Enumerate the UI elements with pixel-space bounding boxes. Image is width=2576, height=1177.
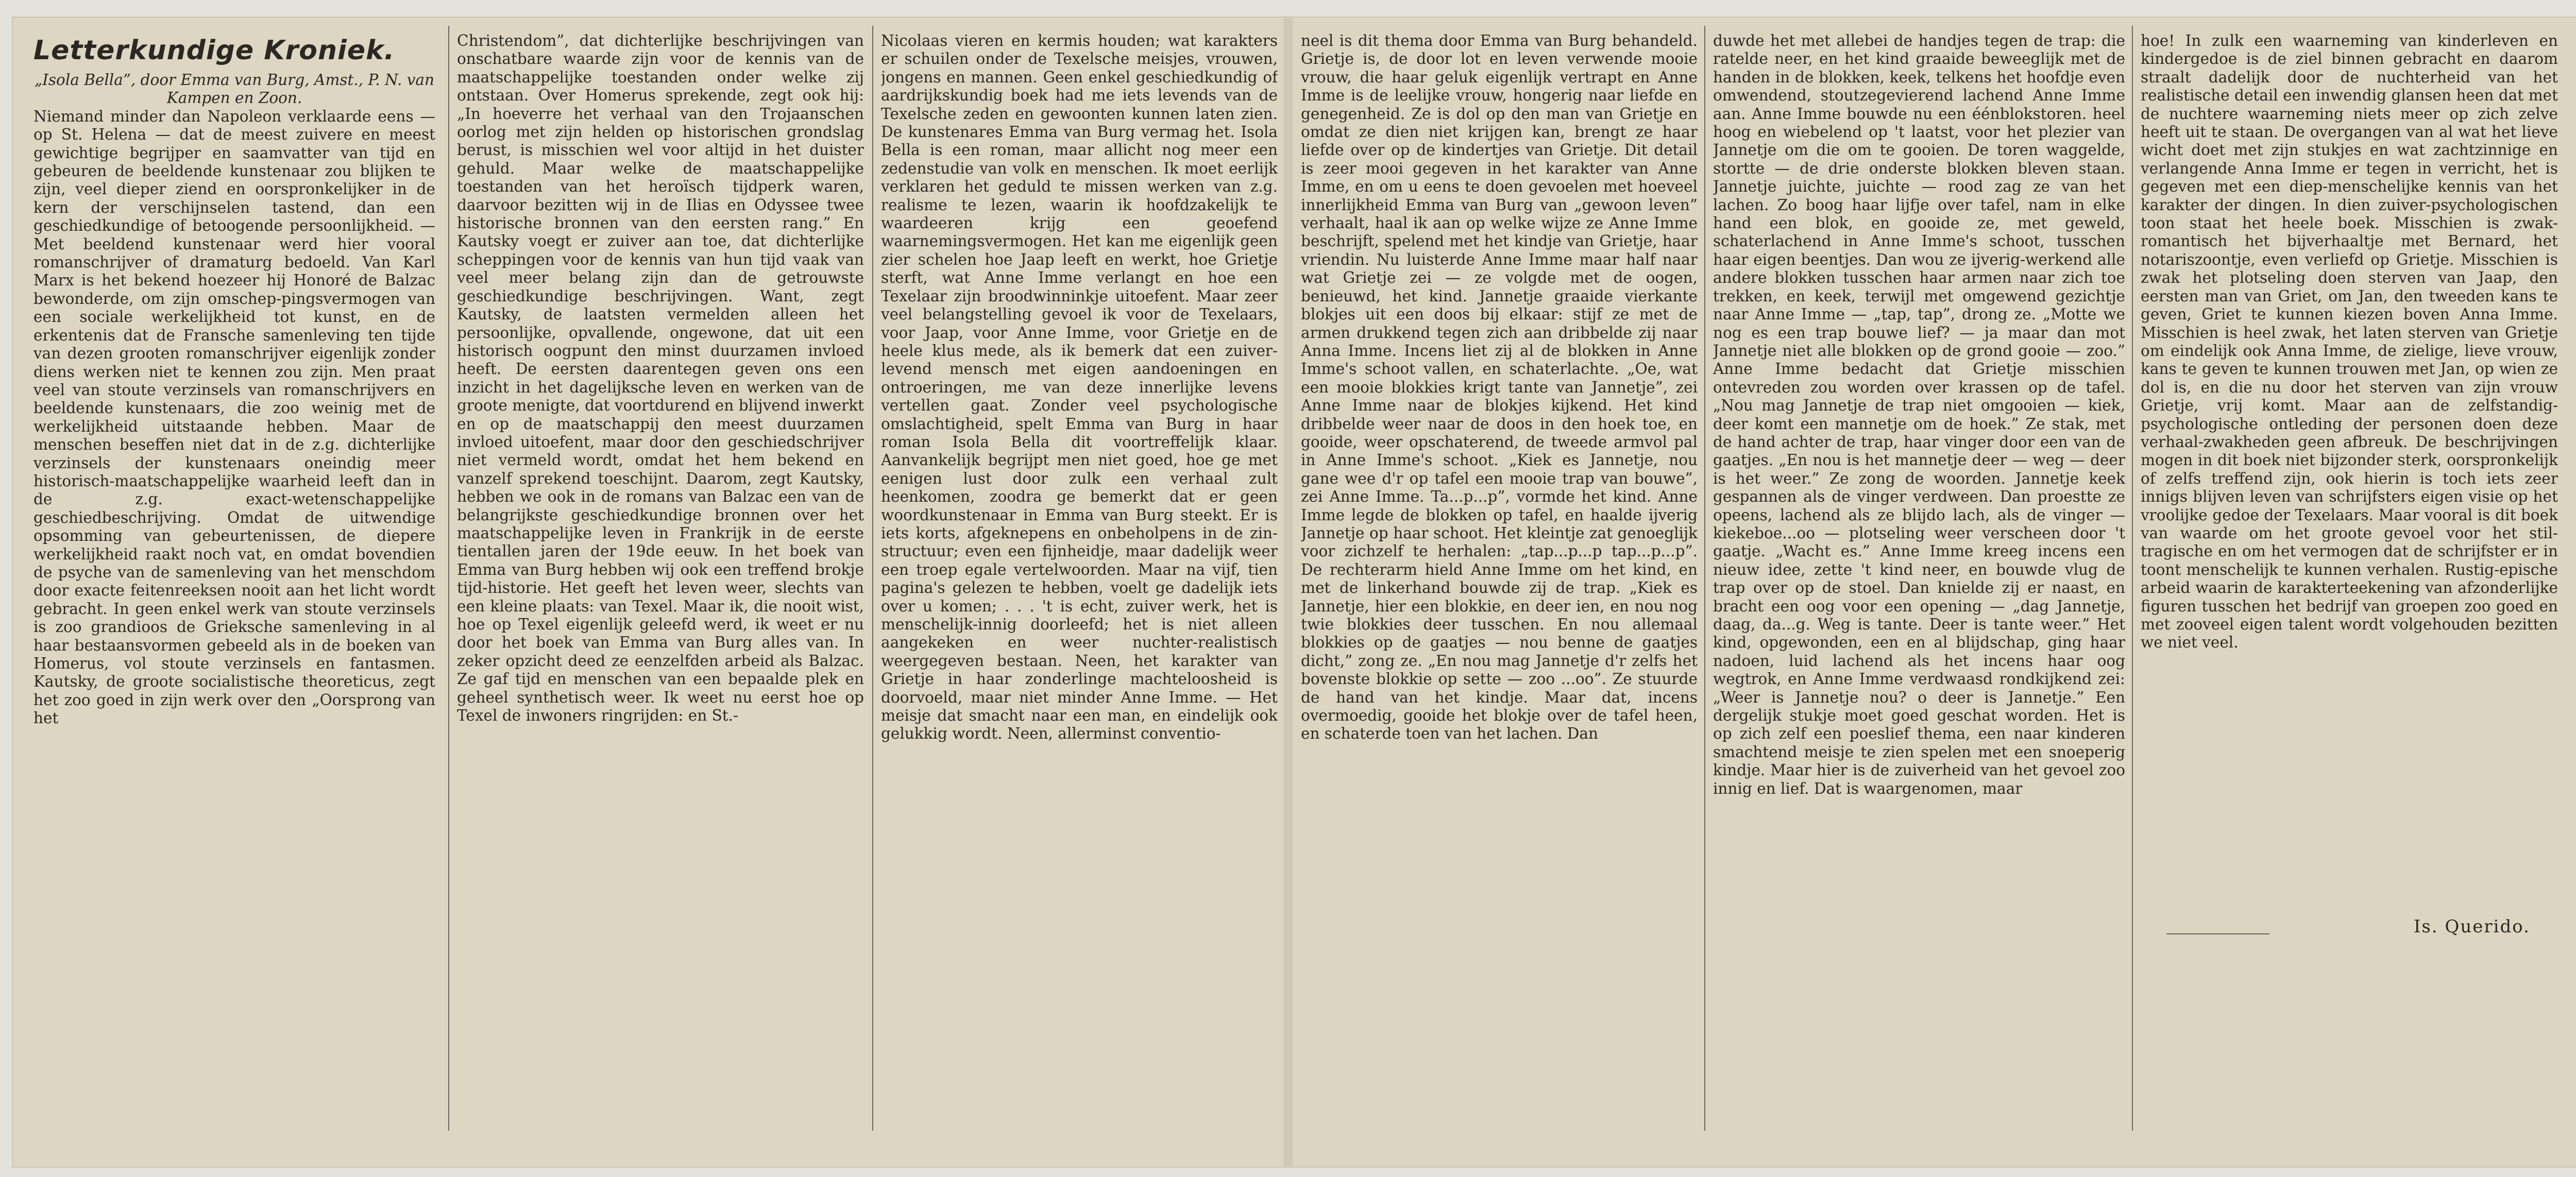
- article-column-1: [33, 32, 435, 959]
- article-column-3: [881, 32, 1278, 959]
- column-text: Christendom”, dat dichterlijke beschrijvingen van onschatbare waarde zijn voor de kennis van de maatschappelijke toestanden onder welke zij ontstaan. Over Homerus sprekende, zegt ook hij: „In hoeverre het verhaal van den Trojaanschen oorlog met zijn helden op historischen grondslag berust, is misschien wel voor altijd in het duister gehuld. Maar welke de maatschappelijke toestanden van het heroïsch tijdperk waren, daarvoor bezitten wij in de Ilias en Odyssee twee historische bronnen van den eersten rang.” En Kautsky voegt er zuiver aan toe, dat dichterlijke scheppingen voor de kennis van hun tijd vaak van veel meer belang zijn dan de getrouwste geschiedkundige beschrijvingen. Want, zegt Kautsky, de laatsten vermelden alleen het persoonlijke, opvallende, ongewone, dat uit een historisch oogpunt den minst duurzamen invloed heeft. De eersten daarentegen geven ons een inzicht in het dagelijksche leven en werken van de groote menigte, dat voortdurend en blijvend inwerkt en op de maatschappij den meest duurzamen invloed uitoefent, maar door den geschiedschrijver niet vermeld wordt, omdat het hem bekend en vanzelf sprekend toeschijnt. Daarom, zegt Kautsky, hebben we ook in de romans van Balzac een van de belangrijkste geschiedkundige bronnen over het maatschappelijke leven in Frankrijk in de eerste tientallen jaren der 19de eeuw. In het boek van Emma van Burg hebben wij ook een treffend brokje tijd-historie. Het geeft het leven weer, slechts van een kleine plaats: van Texel. Maar ik, die nooit wist, hoe op Texel eigenlijk geleefd werd, ik weet er nu door het boek van Emma van Burg alles van. In zeker opzicht deed ze eenzelfden arbeid als Balzac. Ze gaf tijd en menschen van een bepaalde plek en geheel synthetisch weer. Ik weet nu eerst hoe op Texel de inwoners ringrijden: en St.-: [457, 32, 864, 725]
- column-end-rule: [2166, 933, 2269, 934]
- article-column-5: [1713, 32, 2125, 959]
- column-rule: [2132, 26, 2133, 1131]
- column-text: duwde het met allebei de handjes tegen de trap: die ratelde neer, en het kind graaide beweeglijk met de handen in de blokken, keek, telkens het hoofdje even omwendend, stoutzegevierend lachend Anne Imme aan. Anne Imme bouwde nu een éénblokstoren. heel hoog en wiebelend op 't laatst, voor het plezier van Jannetje om die om te gooien. De toren waggelde, stortte — de drie onderste blokken bleven staan. Jannetje juichte, juichte — rood zag ze van het lachen. Zo boog haar lijfje over tafel, nam in elke hand een blok, en gooide ze, met geweld, schaterlachend in Anne Imme's schoot, tusschen haar eigen beentjes. Dan wou ze ijverig-werkend alle andere blokken tusschen haar armen naar zich toe trekken, en keek, terwijl met omgewend gezichtje naar Anne Imme — „tap, tap”, drong ze. „Motte we nog es een trap bouwe lief? — ja maar dan mot Jannetje niet alle blokken op de grond gooie — zoo.” Anne Imme bedacht dat Grietje misschien ontevreden zou worden over krassen op de tafel. „Nou mag Jannetje de trap niet omgooien — kiek, deer komt een mannetje om de hoek.” Ze stak, met de hand achter de trap, haar vinger door een van de gaatjes. „En nou is het mannetje deer — weg — deer is het weer.” Ze zong de woorden. Jannetje keek gespannen als de vinger verdween. Dan proestte ze opeens, lachend als ze blijdo lach, als de vinger — kiekeboe...oo — plotseling weer verscheen door 't gaatje. „Wacht es.” Anne Imme kreeg incens een nieuw idee, zette 't kind neer, en bouwde vlug de trap over op de stoel. Dan knielde zij er naast, en bracht een oog voor een opening — „dag Jannetje, daag, da...g. Weg is tante. Deer is tante weer.” Het kind, opgewonden, een en al blijdschap, ging haar nadoen, luid lachend als het incens haar oog wegtrok, en Anne Imme verdwaasd rondkijkend zei: „Weer is Jannetje nou? o deer is Jannetje.” Een dergelijk stukje moet goed geschat worden. Het is op zich zelf een poeslief thema, een naar kinderen smachtend meisje te zien spelen met een snoeperig kindje. Maar hier is de zuiverheid van het gevoel zoo innig en lief. Dat is waargenomen, maar: [1713, 32, 2125, 797]
- column-text: neel is dit thema door Emma van Burg behandeld. Grietje is, de door lot en leven verwende mooie vrouw, die haar geluk eigenlijk vertrapt en Anne Imme is de leelijke vrouw, hongerig naar liefde en genegenheid. Ze is dol op den man van Grietje en omdat ze dien niet krijgen kan, brengt ze haar liefde over op de kindertjes van Grietje. Dit detail is zeer mooi gegeven in het karakter van Anne Imme, en om u eens te doen gevoelen met hoeveel innerlijkheid Emma van Burg van „gewoon leven” verhaalt, haal ik aan op welke wijze ze Anne Imme beschrijft, spelend met het kindje van Grietje, haar vriendin. Nu luisterde Anne Imme maar half naar wat Grietje zei — ze volgde met de oogen, benieuwd, het kind. Jannetje graaide vierkante blokjes uit een doos bij elkaar: stijf ze met de armen drukkend tegen zich aan dribbelde zij naar Anna Imme. Incens liet zij al de blokken in Anne Imme's schoot vallen, en schaterlachte. „Oe, wat een mooie blokkies krigt tante van Jannetje”, zei Anne Imme naar de blokjes kijkend. Het kind dribbelde weer naar de doos in den hoek toe, en gooide, weer opschaterend, de tweede armvol pal in Anne Imme's schoot. „Kiek es Jannetje, nou gane wee d'r op tafel een mooie trap van bouwe”, zei Anne Imme. Ta...p...p”, vormde het kind. Anne Imme legde de blokken op tafel, en haalde ijverig Jannetje op haar schoot. Het kleintje zat genoeglijk voor zichzelf te herhalen: „tap...p...p tap...p...p”. De rechterarm hield Anne Imme om het kind, en met de linkerhand bouwde zij de trap. „Kiek es Jannetje, hier een blokkie, en deer ien, en nou nog twie blokkies deer tusschen. En nou allemaal blokkies op de gaatjes — nou benne de gaatjes dicht,” zong ze. „En nou mag Jannetje d'r zelfs het bovenste blokkie op sette — zoo ...oo”. Ze stuurde de hand van het kindje. Maar dat, incens overmoedig, gooide het blokje over de tafel heen, en schaterde toen van het lachen. Dan: [1301, 32, 1698, 743]
- column-rule: [1704, 26, 1705, 1131]
- column-rule: [872, 26, 873, 1131]
- author-signature: Is. Querido.: [2414, 916, 2530, 937]
- clipping-seam: [1283, 18, 1293, 1167]
- column-text: Niemand minder dan Napoleon verklaarde eens — op St. Helena — dat de meest zuivere en meest gewichtige begrijper en saamvatter van tijd en gebeuren de beeldende kunstenaar zou blijken te zijn, veel dieper ziend en oorspronkelijker in de kern der verschijnselen tastend, dan een geschiedkundige of betoogende persoonlijkheid. — Met beeldend kunstenaar werd hier vooral romanschrijver of dramaturg bedoeld. Van Karl Marx is het bekend hoezeer hij Honoré de Balzac bewonderde, om zijn omschep-pingsvermogen van een sociale werkelijkheid tot kunst, en de erkentenis dat de Fransche samenleving ten tijde van dezen grooten romanschrijver eigenlijk zonder diens werken niet te kennen zou zijn. Men praat veel van stoute verzinsels van romanschrijvers en beeldende kunstenaars, die zoo weinig met de werkelijkheid uitstaande hebben. Maar de menschen beseffen niet dat in de z.g. dichterlijke verzinsels der kunstenaars oneindig meer historisch-maatschappelijke waarheid leeft dan in de z.g. exact-wetenschappelijke geschiedbeschrijving. Omdat de uitwendige opsomming van gebeurtenissen, de diepere werkelijkheid raakt noch vat, en omdat bovendien de psyche van de samenleving van het menschdom door exacte feitenreeksen nooit aan het licht wordt gebracht. In geen enkel werk van stoute verzinsels is zoo grandioos de Grieksche samenleving in al haar bestaansvormen gebeeld als in de boeken van Homerus, vol stoute verzinsels en fantasmen. Kautsky, de groote socialistische theoreticus, zegt het zoo goed in zijn werk over den „Oorsprong van het: [33, 107, 435, 727]
- newspaper-clipping: [13, 18, 2576, 1167]
- column-text: hoe! In zulk een waarneming van kinderleven en kindergedoe is de ziel binnen gebracht en daarom straalt dadelijk door de nuchterheid van het realistische detail een inwendig glansen heen dat met de nuchtere waarneming niets meer op zich zelve heeft uit te staan. De overgangen van al wat het lieve wicht doet met zijn stukjes en wat zachtzinnige en verlangende Anna Imme er tegen in verricht, het is gegeven met een diep-menschelijke kennis van het karakter der dingen. In dien zuiver-psychologischen toon staat het heele boek. Misschien is zwak-romantisch het bijverhaaltje met Bernard, het notariszoontje, even verliefd op Grietje. Misschien is zwak het plotseling doen sterven van Jaap, den eersten man van Griet, om Jan, den tweeden kans te geven, Griet te kunnen kiezen boven Anna Imme. Misschien is heel zwak, het laten sterven van Grietje om eindelijk ook Anna Imme, de zielige, lieve vrouw, kans te geven te kunnen trouwen met Jan, op wien ze dol is, en die nu door het sterven van zijn vrouw Grietje, vrij komt. Maar aan de zelfstandig-psychologische ontleding der personen doen deze verhaal-zwakheden geen afbreuk. De beschrijvingen mogen in dit boek niet bijzonder sterk, oorspronkelijk of zelfs treffend zijn, ook hierin is toch iets zeer innigs blijven leven van schrijfsters eigen visie op het vroolijke gedoe der Texelaars. Maar vooral is dit boek van waarde om het groote gevoel voor het stil-tragische en om het vermogen dat de schrijfster er in toont menschelijk te kunnen verhalen. Rustig-epische arbeid waarin de karakterteekening van afzonderlijke figuren tusschen het bedrijf van groepen zoo goed en met zooveel eigen talent wordt volgehouden bezitten we niet veel.: [2141, 32, 2558, 652]
- article-column-4: [1301, 32, 1698, 959]
- column-rule: [448, 26, 449, 1131]
- article-heading: Letterkundige Kroniek.: [33, 35, 395, 66]
- article-column-2: [457, 32, 864, 959]
- article-column-6: [2141, 32, 2558, 908]
- article-subtitle: „Isola Bella”, door Emma van Burg, Amst., P. N. van Kampen en Zoon.: [34, 71, 434, 107]
- column-text: Nicolaas vieren en kermis houden; wat karakters er schuilen onder de Texelsche meisjes, vrouwen, jongens en mannen. Geen enkel geschiedkundig of aardrijkskundig boek had me iets levends van de Texelsche zeden en gewoonten kunnen laten zien. De kunstenares Emma van Burg vermag het. Isola Bella is een roman, maar allicht nog meer een zedenstudie van volk en menschen. Ik moet eerlijk verklaren het geduld te missen werken van z.g. realisme te lezen, waarin ik hoofdzakelijk te waardeeren krijg een geoefend waarnemingsvermogen. Het kan me eigenlijk geen zier schelen hoe Jaap leeft en werkt, hoe Grietje sterft, wat Anne Imme verlangt en hoe een Texelaar zijn broodwinninkje uitoefent. Maar zeer veel belangstelling gevoel ik voor de Texelaars, voor Jaap, voor Anne Imme, voor Grietje en de heele klus mede, als ik bemerk dat een zuiver-levend mensch met eigen aandoeningen en ontroeringen, me van deze innerlijke levens vertellen gaat. Zonder veel psychologische omslachtigheid, spelt Emma van Burg in haar roman Isola Bella dit voortreffelijk klaar. Aanvankelijk begrijpt men niet goed, hoe ge met eenigen lust door zulk een verhaal zult heenkomen, zoodra ge bemerkt dat er geen woordkunstenaar in Emma van Burg steekt. Er is iets korts, afgeknepens en onbeholpens in de zin-structuur; even een fijnheidje, maar dadelijk weer een troep egale vertelwoorden. Maar na vijf, tien pagina's gelezen te hebben, voelt ge dadelijk iets over u komen; . . . 't is echt, zuiver werk, het is menschelijk-innig doorleefd; het is niet alleen aangekeken en weer nuchter-realistisch weergegeven bestaan. Neen, het karakter van Grietje in haar zonderlinge machteloosheid is doorvoeld, maar niet minder Anne Imme. — Het meisje dat smacht naar een man, en eindelijk ook gelukkig wordt. Neen, allerminst conventio-: [881, 32, 1278, 743]
